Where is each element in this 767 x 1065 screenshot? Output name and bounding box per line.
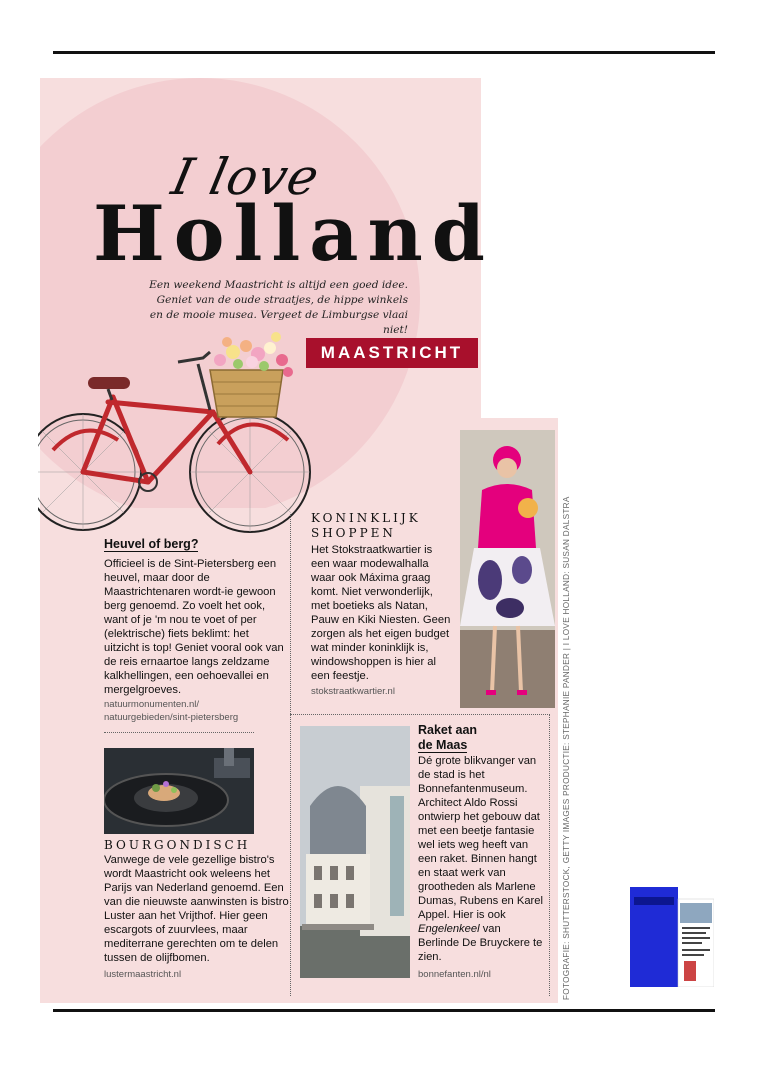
intro-text: Een weekend Maastricht is altijd een goed idee. Geniet van de oude straatjes, de hippe winkels en de mooie musea. Vergeet de Limburgse vlaai niet! <box>149 279 408 336</box>
photo-bistro-dish <box>104 748 254 834</box>
top-rule <box>53 51 715 54</box>
section-title-raket: Raket aan de Maas <box>418 723 478 752</box>
photo-credits: FOTOGRAFIE: SHUTTERSTOCK, GETTY IMAGES PRODUCTIE: STEPHANIE PANDER | I LOVE HOLLAND: SUSAN DALSTRA <box>562 496 571 1000</box>
photo-maxima-shopping <box>460 430 555 708</box>
divider-horizontal-1 <box>104 732 254 733</box>
bicycle-illustration <box>38 322 318 552</box>
link-heuvel[interactable]: natuurmonumenten.nl/ natuurgebieden/sint-pietersberg <box>104 699 239 723</box>
bottom-rule <box>53 1009 715 1012</box>
link-stokstraatkwartier[interactable]: stokstraatkwartier.nl <box>311 686 395 697</box>
script-title: I love <box>166 148 325 206</box>
divider-vertical-1 <box>290 514 291 714</box>
section-title-heuvel: Heuvel of berg? <box>104 537 199 551</box>
divider-horizontal-2 <box>290 714 550 715</box>
divider-vertical-2 <box>549 714 550 996</box>
link-bonnefanten[interactable]: bonnefanten.nl/nl <box>418 969 491 980</box>
page-title: Holland <box>93 189 494 278</box>
city-tag: MAASTRICHT <box>306 338 478 368</box>
section-body-koninklijk: Het Stokstraatkwartier is een waar modewalhalla waar ook Máxima graag komt. Niet verwonderlijk, met boetieks als Natan, Pauw en Kiki Niesten. Geen zorgen als het eigen budget wat minder koninklijk is, windowshoppen is hier al een feestje. <box>311 544 451 682</box>
section-body-bourgondisch: Vanwege de vele gezellige bistro's wordt Maastricht ook weleens het Parijs van Nederland genoemd. Een van die nieuwste aanwinsten is bistro Luster aan het Vrijthof. Hier geen escargots of zuurvlees, maar mediterrane gerechten om te delen tussen de olijfbomen. <box>104 854 289 964</box>
section-title-koninklijk: KONINKLIJK SHOPPEN <box>311 511 421 540</box>
page-thumbnail[interactable] <box>630 887 714 987</box>
section-title-bourgondisch: BOURGONDISCH <box>104 838 251 852</box>
section-body-raket: Dé grote blikvanger van de stad is het Bonnefantenmuseum. Architect Aldo Rossi ontwierp het gebouw dat met een beetje fantasie wel iets weg heeft van een raket. Binnen hangt en staat werk van grootheden als Marlene Dumas, Rubens en Karel Appel. Hier is ook Engelenkeel van Berlinde De Bruyckere te zien. <box>418 755 543 963</box>
link-lustermaastricht[interactable]: lustermaastricht.nl <box>104 969 182 980</box>
section-body-heuvel: Officieel is de Sint-Pietersberg een heuvel, maar door de Maastrichtenaren wordt-ie gewoon berg genoemd. Zo voelt het ook, want of je 'm nou te voet of per (elektrische) fiets beklimt: het uitzicht is top! Geniet vooral ook van de reis ernaartoe langs zeldzame kalkhellingen, een oehoevallei en mergelgroeves. <box>104 558 284 696</box>
photo-bonnefanten-museum <box>300 726 410 978</box>
